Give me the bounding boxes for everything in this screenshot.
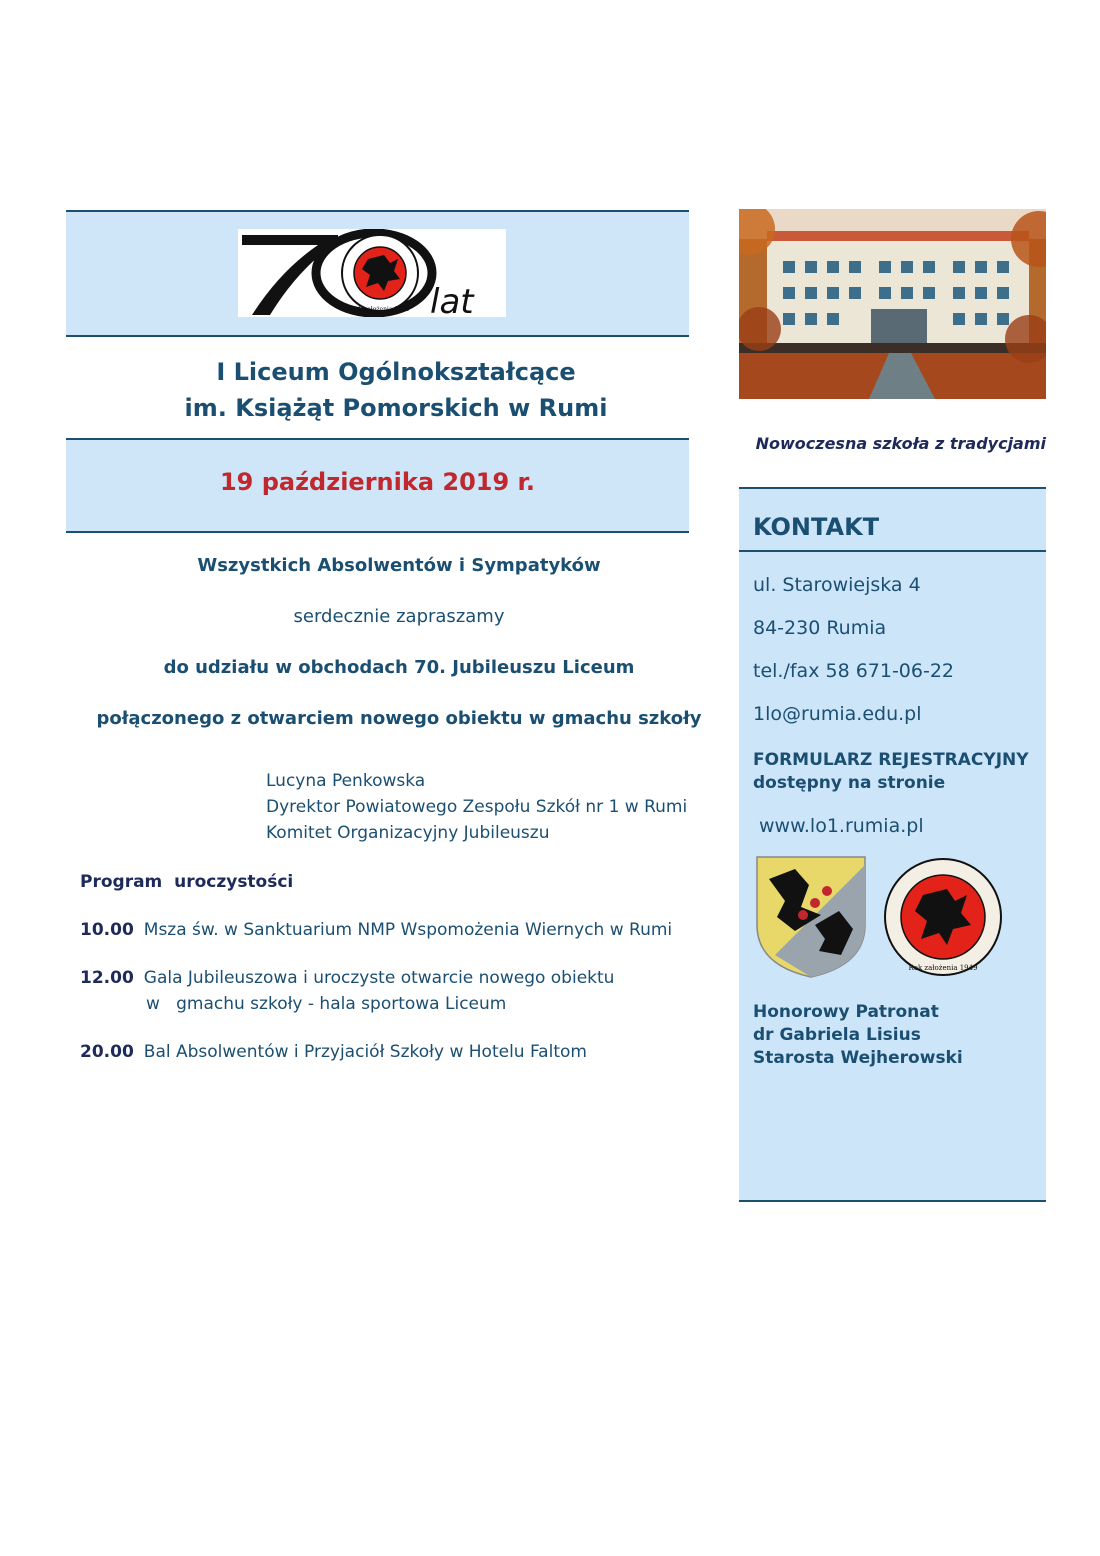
registration-form-line1: FORMULARZ REJESTRACYJNY	[753, 750, 1029, 770]
program-text-continued: w gmachu szkoły - hala sportowa Liceum	[146, 994, 507, 1014]
website-link[interactable]: www.lo1.rumia.pl	[759, 815, 924, 837]
patron-line2: dr Gabriela Lisius	[753, 1025, 921, 1045]
program-text: Bal Absolwentów i Przyjaciół Szkoły w Hotelu Faltom	[143, 1042, 587, 1062]
contact-phone: tel./fax 58 671-06-22	[753, 660, 955, 682]
contact-city: 84-230 Rumia	[753, 617, 887, 639]
invitation-opening: połączonego z otwarciem nowego obiektu w gmachu szkoły	[96, 708, 702, 729]
event-date: 19 października 2019 r.	[219, 468, 536, 496]
school-photo	[739, 209, 1046, 399]
signature-committee: Komitet Organizacyjny Jubileuszu	[266, 823, 550, 843]
invitation-invite: serdecznie zapraszamy	[293, 606, 505, 627]
program-item	[80, 1042, 587, 1062]
school-tagline: Nowoczesna szkoła z tradycjami	[755, 434, 1046, 453]
patron-line3: Starosta Wejherowski	[753, 1048, 963, 1068]
registration-form-line2: dostępny na stronie	[753, 773, 946, 793]
griffin-seal-icon	[885, 859, 1001, 975]
invitation-jubilee: do udziału w obchodach 70. Jubileuszu Liceum	[163, 657, 635, 678]
program-text: Msza św. w Sanktuarium NMP Wspomożenia Wiernych w Rumi	[143, 920, 673, 940]
contact-street: ul. Starowiejska 4	[753, 574, 921, 596]
anniversary-logo	[238, 229, 506, 317]
program-text: Gala Jubileuszowa i uroczyste otwarcie nowego obiektu	[143, 968, 615, 988]
contact-divider	[739, 550, 1046, 552]
program-item	[80, 920, 672, 940]
svg-text:Rok założenia 1949: Rok założenia 1949	[908, 964, 978, 972]
program-heading: Program uroczystości	[80, 872, 294, 892]
signature-role: Dyrektor Powiatowego Zespołu Szkół nr 1 w Rumi	[266, 797, 688, 817]
program-time: 10.00	[80, 920, 134, 940]
signature-name: Lucyna Penkowska	[266, 771, 426, 791]
contact-email[interactable]: 1lo@rumia.edu.pl	[753, 703, 922, 725]
patron-line1: Honorowy Patronat	[753, 1002, 939, 1022]
school-name-line2: im. Książąt Pomorskich w Rumi	[184, 394, 608, 422]
invitation-greeting: Wszystkich Absolwentów i Sympatyków	[197, 555, 601, 576]
program-item	[80, 968, 614, 988]
svg-text:lat: lat	[430, 282, 474, 317]
program-time: 20.00	[80, 1042, 134, 1062]
program-time: 12.00	[80, 968, 134, 988]
svg-text:Rok założenia 1949: Rok założenia 1949	[350, 306, 410, 313]
emblems	[755, 855, 1005, 980]
contact-heading: KONTAKT	[753, 513, 880, 541]
county-coat-of-arms-icon	[755, 855, 1005, 980]
school-name-line1: I Liceum Ogólnokształcące	[216, 358, 576, 386]
